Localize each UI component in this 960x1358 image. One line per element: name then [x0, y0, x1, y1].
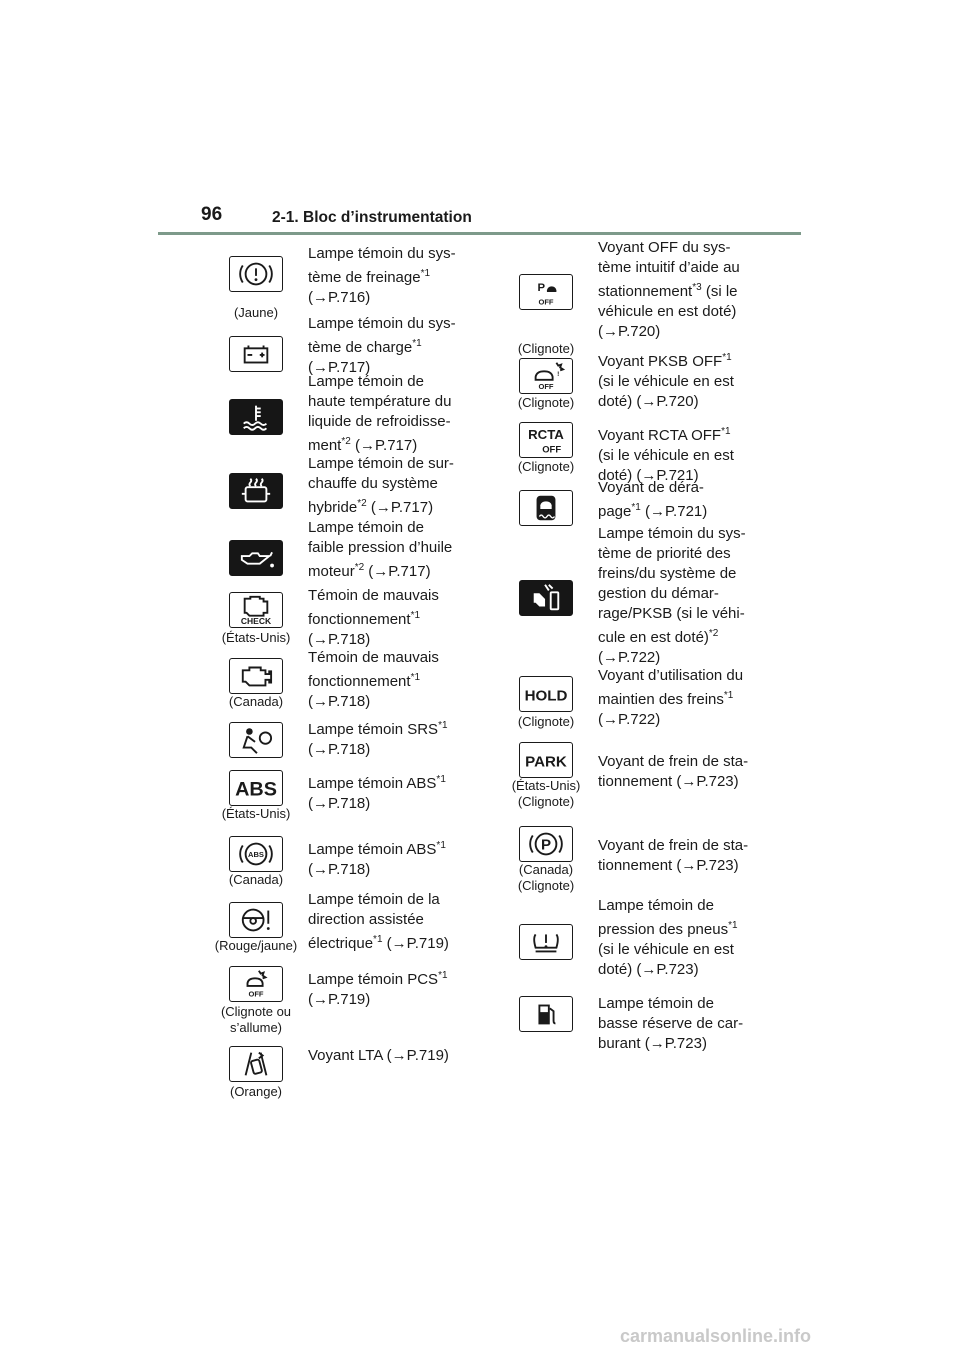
abs-circle-icon — [229, 836, 283, 872]
description-line: (→P.718) — [308, 741, 371, 758]
description-line: hybride$^{*2}$ (→P.717) — [308, 498, 434, 516]
indicator-caption: (Rouge/jaune) — [214, 938, 298, 953]
description-line: fonctionnement$^{*1}$ — [308, 610, 421, 628]
description-line: véhicule en est doté) — [598, 303, 737, 320]
description-line: tème intuitif d’aide au — [598, 259, 740, 276]
description-line: Lampe témoin de — [308, 519, 424, 536]
indicator-caption: (États-Unis) (Clignote) — [511, 778, 581, 809]
description-line: Témoin de mauvais — [308, 587, 439, 604]
description-line: (→P.718) — [308, 795, 371, 812]
indicator-caption: (Orange) — [229, 1084, 283, 1099]
description-line: Voyant RCTA OFF$^{*1}$ — [598, 426, 731, 444]
page-header — [196, 204, 806, 234]
description-line: direction assistée — [308, 911, 424, 928]
pcs-off-icon — [229, 966, 283, 1002]
description-line: (si le véhicule en est — [598, 941, 734, 958]
description-line: Lampe témoin du sys- — [308, 245, 456, 262]
footnote-marker: *1 — [721, 426, 731, 437]
description-line: doté) (→P.720) — [598, 393, 699, 410]
footnote-marker: *1 — [410, 672, 421, 683]
description-line: Témoin de mauvais — [308, 649, 439, 666]
description-line: (→P.718) — [308, 861, 371, 878]
description-line: Lampe témoin de — [308, 373, 424, 390]
svg-text:OFF: OFF — [538, 297, 554, 307]
footnote-marker: *1 — [412, 338, 422, 349]
indicator-description — [598, 524, 746, 668]
indicator-description — [308, 890, 449, 954]
indicator-description — [308, 518, 452, 582]
description-line: (si le véhicule en est — [598, 447, 734, 464]
description-line: Voyant de déra- — [598, 479, 704, 496]
svg-text:CHECK: CHECK — [240, 616, 272, 627]
footnote-marker: *1 — [723, 690, 734, 701]
parking-brake-text-icon — [519, 742, 573, 778]
description-line: (→P.717) — [308, 359, 371, 376]
description-line: doté) (→P.723) — [598, 961, 699, 978]
svg-text:OFF: OFF — [538, 382, 554, 392]
indicator-description — [598, 896, 738, 980]
description-line: Lampe témoin de la — [308, 891, 440, 908]
indicator-description — [308, 836, 446, 880]
svg-text:PARK: PARK — [525, 753, 567, 771]
indicator-description — [308, 770, 446, 814]
indicator-caption: (Canada) (Clignote) — [517, 862, 575, 893]
svg-text:HOLD: HOLD — [524, 687, 568, 705]
tire-pressure-icon — [519, 924, 573, 960]
indicator-description — [598, 238, 740, 342]
engine-malfunction-icon — [229, 658, 283, 694]
indicator-description — [598, 752, 748, 792]
svg-text:OFF: OFF — [248, 989, 264, 999]
indicator-caption: (Canada) — [228, 694, 284, 709]
description-line: faible pression d’huile — [308, 539, 453, 556]
indicator-description — [308, 314, 456, 378]
page-number: 96 — [201, 204, 223, 225]
footnote-marker: *1 — [438, 720, 448, 731]
parking-brake-circle-icon — [519, 826, 573, 862]
indicator-description — [598, 666, 743, 730]
indicator-caption: (Jaune) — [233, 305, 279, 320]
indicator-description — [308, 454, 454, 518]
indicator-description — [598, 478, 707, 522]
indicator-caption: (Clignote) — [517, 395, 575, 410]
rcta-off-icon — [519, 422, 573, 458]
description-line: Voyant LTA (→P.719) — [308, 1047, 449, 1064]
hybrid-overheat-icon — [229, 473, 283, 509]
description-line: (→P.722) — [598, 711, 661, 728]
description-line: stationnement$^{*3}$ (si le — [598, 282, 738, 300]
footnote-marker: *2 — [357, 498, 367, 509]
svg-text:ABS: ABS — [235, 778, 277, 801]
description-line: (→P.722) — [598, 649, 661, 666]
description-line: freins/du système de — [598, 565, 737, 582]
description-line: Voyant d’utilisation du — [598, 667, 744, 684]
description-line: tème de priorité des — [598, 545, 731, 562]
oil-pressure-icon — [229, 540, 283, 576]
indicator-caption: (États-Unis) — [221, 806, 291, 821]
description-line: Lampe témoin du sys- — [598, 525, 746, 542]
description-line: gestion du démar- — [598, 585, 719, 602]
description-line: tème de charge$^{*1}$ — [308, 338, 422, 356]
description-line: basse réserve de car- — [598, 1015, 744, 1032]
parking-assist-off-icon — [519, 274, 573, 310]
svg-text:RCTA: RCTA — [528, 427, 564, 443]
description-line: Lampe témoin de sur- — [308, 455, 454, 472]
description-line: Lampe témoin ABS$^{*1}$ — [308, 840, 446, 858]
footnote-marker: *1 — [373, 934, 383, 945]
indicator-description — [308, 716, 448, 760]
indicator-description — [308, 1046, 449, 1066]
description-line: Voyant OFF du sys- — [598, 239, 731, 256]
description-line: Voyant PKSB OFF$^{*1}$ — [598, 352, 732, 370]
indicator-description — [598, 836, 748, 876]
svg-text:OFF: OFF — [542, 444, 562, 456]
indicator-caption: (Canada) — [228, 872, 284, 887]
brake-override-icon — [519, 580, 573, 616]
description-line: électrique$^{*1}$ (→P.719) — [308, 934, 449, 952]
footnote-marker: *1 — [436, 774, 446, 785]
description-line: Lampe témoin de — [598, 995, 714, 1012]
low-fuel-icon — [519, 996, 573, 1032]
footnote-marker: *1 — [420, 268, 431, 279]
section-title: 2-1. Bloc d’instrumentation — [272, 209, 472, 226]
description-line: fonctionnement$^{*1}$ — [308, 672, 421, 690]
description-line: Lampe témoin ABS$^{*1}$ — [308, 774, 446, 792]
indicator-description — [308, 244, 456, 308]
abs-text-icon — [229, 770, 283, 806]
battery-charge-icon — [229, 336, 283, 372]
indicator-description — [598, 422, 734, 486]
indicator-caption: (Clignote) — [517, 714, 575, 729]
description-line: doté) (→P.721) — [598, 467, 699, 484]
indicator-description — [308, 966, 448, 1010]
indicator-caption: (Clignote ou s’allume) — [220, 1004, 292, 1035]
description-line: pression des pneus$^{*1}$ — [598, 920, 738, 938]
description-line: tème de freinage$^{*1}$ — [308, 268, 431, 286]
description-line: tionnement (→P.723) — [598, 857, 739, 874]
watermark: carmanualsonline.info — [620, 1326, 812, 1346]
power-steering-icon — [229, 902, 283, 938]
description-line: burant (→P.723) — [598, 1035, 707, 1052]
description-line: tionnement (→P.723) — [598, 773, 739, 790]
footnote-marker: *2 — [354, 562, 365, 573]
indicator-description — [308, 372, 451, 456]
description-line: cule en est doté)$^{*2}$ — [598, 628, 719, 646]
header-rule — [158, 232, 801, 235]
description-line: (→P.719) — [308, 991, 371, 1008]
description-line: liquide de refroidisse- — [308, 413, 451, 430]
footnote-marker: *3 — [692, 282, 702, 293]
footnote-marker: *1 — [436, 840, 446, 851]
description-line: page$^{*1}$ (→P.721) — [598, 502, 708, 520]
description-line: Lampe témoin du sys- — [308, 315, 456, 332]
description-line: ment$^{*2}$ (→P.717) — [308, 436, 418, 454]
description-line: (→P.720) — [598, 323, 661, 340]
description-line: (→P.716) — [308, 289, 371, 306]
footnote-marker: *1 — [728, 920, 738, 931]
footnote-marker: *1 — [410, 610, 421, 621]
indicator-caption: (États-Unis) — [221, 630, 291, 645]
svg-text:P: P — [537, 282, 546, 295]
lta-icon — [229, 1046, 283, 1082]
indicator-description — [598, 348, 734, 412]
description-line: Lampe témoin PCS$^{*1}$ — [308, 970, 448, 988]
description-line: moteur$^{*2}$ (→P.717) — [308, 562, 431, 580]
footnote-marker: *1 — [631, 502, 641, 513]
description-line: rage/PKSB (si le véhi- — [598, 605, 745, 622]
description-line: Voyant de frein de sta- — [598, 837, 749, 854]
indicator-caption: (Clignote) — [517, 341, 575, 356]
indicator-description — [598, 994, 743, 1054]
footnote-marker: *2 — [341, 436, 351, 447]
srs-airbag-icon — [229, 722, 283, 758]
description-line: maintien des freins$^{*1}$ — [598, 690, 734, 708]
description-line: chauffe du système — [308, 475, 438, 492]
indicator-description — [308, 586, 439, 650]
svg-text:P: P — [540, 836, 552, 854]
svg-text:!: ! — [557, 371, 560, 378]
footnote-marker: *1 — [722, 352, 732, 363]
brake-hold-icon — [519, 676, 573, 712]
description-line: Voyant de frein de sta- — [598, 753, 749, 770]
check-engine-icon — [229, 592, 283, 628]
description-line: Lampe témoin SRS$^{*1}$ — [308, 720, 448, 738]
brake-warning-icon — [229, 256, 283, 292]
description-line: Lampe témoin de — [598, 897, 714, 914]
description-line: (→P.718) — [308, 693, 371, 710]
indicator-caption: (Clignote) — [517, 459, 575, 474]
footnote-marker: *2 — [708, 628, 719, 639]
description-line: haute température du — [308, 393, 452, 410]
svg-text:ABS: ABS — [248, 849, 264, 859]
description-line: (si le véhicule en est — [598, 373, 734, 390]
pksb-off-icon — [519, 358, 573, 394]
footnote-marker: *1 — [438, 970, 448, 981]
description-line: (→P.718) — [308, 631, 371, 648]
slip-indicator-icon — [519, 490, 573, 526]
coolant-temperature-icon — [229, 399, 283, 435]
indicator-description — [308, 648, 439, 712]
